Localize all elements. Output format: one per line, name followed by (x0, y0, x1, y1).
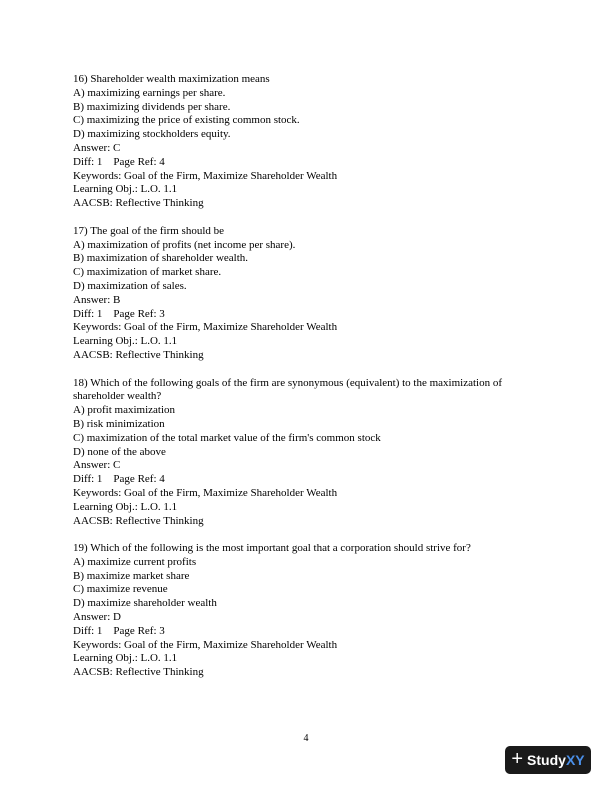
question-stem: 16) Shareholder wealth maximization means (73, 73, 270, 85)
question-18 (73, 377, 543, 529)
aacsb: AACSB: Reflective Thinking (73, 514, 204, 527)
option-a: A) maximize current profits (73, 555, 197, 568)
option-c: C) maximize revenue (73, 583, 168, 596)
option-a: A) profit maximization (73, 404, 176, 417)
option-d: D) maximizing stockholders equity. (73, 128, 231, 141)
keywords: Keywords: Goal of the Firm, Maximize Shareholder Wealth (73, 486, 338, 499)
aacsb: AACSB: Reflective Thinking (73, 197, 204, 210)
option-d: D) none of the above (73, 445, 166, 458)
brand-main: Study (527, 752, 566, 768)
learning-objective: Learning Obj.: L.O. 1.1 (73, 652, 178, 665)
option-d: D) maximization of sales. (73, 279, 187, 292)
option-b: B) maximization of shareholder wealth. (73, 252, 249, 265)
difficulty: Diff: 1 Page Ref: 3 (73, 307, 165, 320)
answer: Answer: D (73, 611, 121, 624)
brand-accent: XY (565, 752, 585, 768)
option-d: D) maximize shareholder wealth (73, 597, 217, 610)
option-a: A) maximization of profits (net income per share). (73, 238, 296, 251)
question-stem: 19) Which of the following is the most important goal that a corporation should strive for? (73, 542, 471, 555)
keywords: Keywords: Goal of the Firm, Maximize Shareholder Wealth (73, 321, 338, 334)
plus-icon: + (511, 748, 524, 770)
answer: Answer: C (73, 459, 121, 472)
keywords: Keywords: Goal of the Firm, Maximize Shareholder Wealth (73, 169, 338, 182)
keywords: Keywords: Goal of the Firm, Maximize Shareholder Wealth (73, 638, 338, 651)
question-19 (73, 542, 543, 680)
question-16 (73, 73, 543, 211)
question-list (73, 73, 543, 694)
option-b: B) risk minimization (73, 417, 165, 430)
question-stem: 17) The goal of the firm should be (73, 224, 225, 237)
option-b: B) maximize market share (73, 569, 190, 582)
aacsb: AACSB: Reflective Thinking (73, 348, 204, 361)
option-c: C) maximization of market share. (73, 266, 222, 279)
studyxy-badge[interactable] (505, 746, 591, 774)
difficulty: Diff: 1 Page Ref: 3 (73, 624, 165, 637)
difficulty: Diff: 1 Page Ref: 4 (73, 473, 165, 486)
difficulty: Diff: 1 Page Ref: 4 (73, 155, 165, 168)
question-17 (73, 225, 543, 363)
option-b: B) maximizing dividends per share. (73, 100, 231, 113)
learning-objective: Learning Obj.: L.O. 1.1 (73, 183, 178, 196)
answer: Answer: B (73, 293, 121, 306)
question-stem: 18) Which of the following goals of the firm are synonymous (equivalent) to the maximization of shareholder wealth? (73, 376, 502, 403)
answer: Answer: C (73, 141, 121, 154)
option-c: C) maximization of the total market value of the firm's common stock (73, 431, 381, 444)
option-a: A) maximizing earnings per share. (73, 86, 226, 99)
option-c: C) maximizing the price of existing common stock. (73, 114, 300, 127)
learning-objective: Learning Obj.: L.O. 1.1 (73, 500, 178, 513)
aacsb: AACSB: Reflective Thinking (73, 666, 204, 679)
learning-objective: Learning Obj.: L.O. 1.1 (73, 335, 178, 348)
page-number: 4 (303, 733, 309, 744)
brand-text (527, 752, 585, 768)
